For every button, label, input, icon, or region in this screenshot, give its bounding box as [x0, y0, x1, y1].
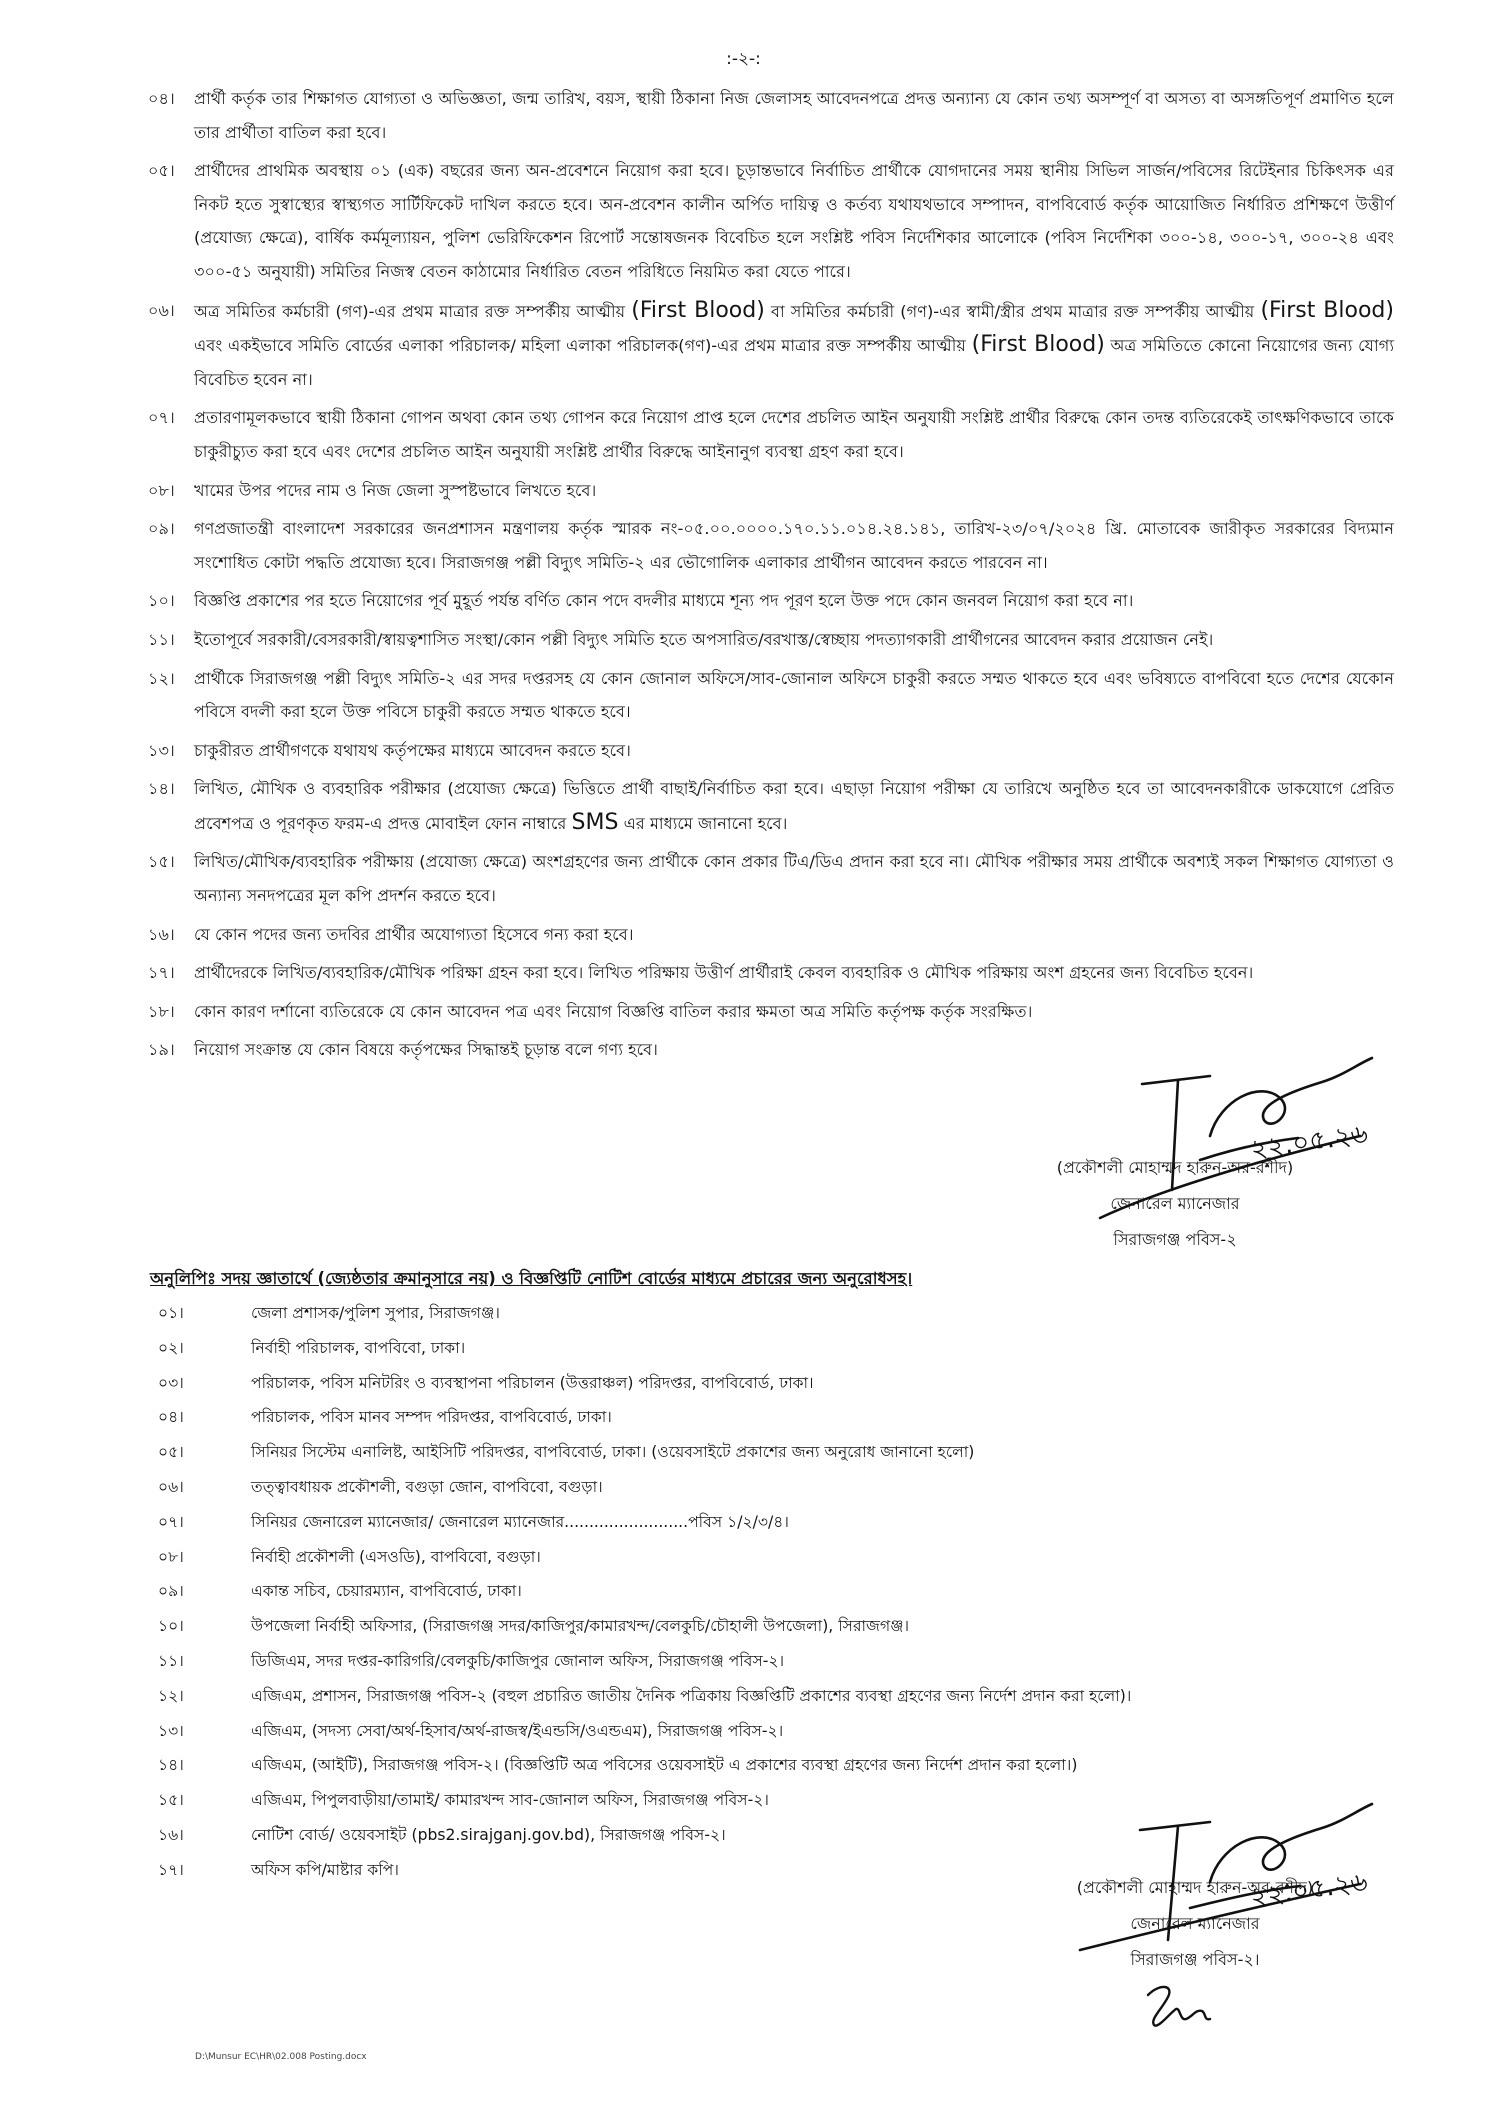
cc-number: ১৬। [158, 1825, 184, 1844]
cc-number: ০৭। [158, 1512, 184, 1531]
cc-item [158, 1331, 1388, 1366]
cc-item [158, 1366, 1388, 1401]
condition-item [148, 474, 1394, 508]
cc-text: উপজেলা নির্বাহী অফিসার, (সিরাজগঞ্জ সদর/কাজিপুর/কামারখন্দ/বেলকুচি/চৌহালী উপজেলা), সিরাজগঞ্জ। [251, 1617, 910, 1636]
condition-item [148, 1033, 1394, 1067]
condition-text: ইতোপূর্বে সরকারী/বেসরকারী/স্বায়ত্বশাসিত সংস্থা/কোন পল্লী বিদ্যুৎ সমিতি হতে অপসারিত/বরখাস্ত/স্বেচ্ছায় পদত্যাগকারী প্রার্থীগনের আবেদন করার প্রয়োজন নেই। [194, 629, 1214, 649]
cc-text: নোটিশ বোর্ড/ ওয়েবসাইট (pbs2.sirajganj.gov.bd), সিরাজগঞ্জ পবিস-২। [251, 1825, 726, 1844]
cc-item [158, 1400, 1388, 1435]
condition-number: ১৬। [148, 924, 175, 944]
cc-text: এজিএম, পিপুলবাড়ীয়া/তামাই/ কামারখন্দ সাব-জোনাল অফিস, সিরাজগঞ্জ পবিস-২। [251, 1791, 769, 1810]
condition-item [148, 734, 1394, 768]
condition-item [148, 512, 1394, 579]
condition-text: প্রার্থীকে সিরাজগঞ্জ পল্লী বিদ্যুৎ সমিতি-২ এর সদর দপ্তরসহ যে কোন জোনাল অফিসে/সাব-জোনাল অফিসে চাকুরী করতে সম্মত থাকতে হবে এবং ভবিষ্যতে বাপবিবো হতে দেশের যেকোন পবিসে বদলী করা হলে উক্ত পবিসে চাকুরী করতে সম্মত থাকতে হবে। [194, 668, 1394, 722]
cc-number: ১৩। [158, 1721, 184, 1740]
cc-text: একান্ত সচিব, চেয়ারম্যান, বাপবিবোর্ড, ঢাকা। [251, 1582, 522, 1601]
cc-text: পরিচালক, পবিস মনিটরিং ও ব্যবস্থাপনা পরিচালন (উত্তরাঞ্চল) পরিদপ্তর, বাপবিবোর্ড, ঢাকা। [251, 1373, 814, 1392]
signatory-name: (প্রকৌশলী মোহাম্মদ হারুন-অর-রশীদ) [1056, 1158, 1294, 1177]
cc-item [158, 1783, 1388, 1818]
cc-item [158, 1644, 1388, 1679]
first-blood-term: (First Blood) [1260, 297, 1394, 323]
condition-item [148, 918, 1394, 952]
condition-number: ১২। [148, 668, 175, 688]
condition-text-part: এবং একইভাবে সমিতি বোর্ডের এলাকা পরিচালক/ মহিলা এলাকা পরিচালক(গণ)-এর প্রথম মাত্রার রক্ত সম্পর্কীয় আত্মীয় [194, 336, 972, 356]
cc-text: অফিস কপি/মাষ্টার কপি। [251, 1860, 399, 1879]
condition-text: প্রার্থীদের প্রাথমিক অবস্থায় ০১ (এক) বছরের জন্য অন-প্রবেশনে নিয়োগ করা হবে। চূড়ান্তভাবে নির্বাচিত প্রার্থীকে যোগদানের সময় স্থানীয় সিভিল সার্জন/পবিসের রিটেইনার চিকিৎসক এর নিকট হতে সুস্বাস্থ্যের স্বাস্থ্যগত সার্টিফিকেট দাখিল করতে হবে। অন-প্রবেশন কালীন অর্পিত দায়িত্ব ও কর্তব্য যথাযথভাবে সম্পাদন, বাপবিবোর্ড কর্তৃক আয়োজিত নির্ধারিত প্রশিক্ষণে উত্তীর্ণ (প্রযোজ্য ক্ষেত্রে), বার্ষিক কর্মমূল্যায়ন, পুলিশ ভেরিফিকেশন রিপোর্ট সন্তোষজনক বিবেচিত হলে সংশ্লিষ্ট পবিস নির্দেশিকার আলোকে (পবিস নির্দেশিকা ৩০০-১৪, ৩০০-১৭, ৩০০-২৪ এবং ৩০০-৫১ অনুযায়ী) সমিতির নিজস্ব বেতন কাঠামোর নির্ধারিত বেতন পরিধিতে নিয়মিত করা যেতে পারে। [194, 161, 1395, 281]
condition-text: যে কোন পদের জন্য তদবির প্রার্থীর অযোগ্যতা হিসেবে গন্য করা হবে। [194, 924, 634, 944]
first-blood-term: (First Blood) [631, 297, 765, 323]
condition-number: ১৯। [148, 1040, 175, 1060]
cc-item [158, 1574, 1388, 1609]
cc-item [158, 1818, 1388, 1853]
cc-number: ০৪। [158, 1408, 184, 1427]
condition-number: ১৪। [148, 779, 175, 799]
condition-number: ১৫। [148, 852, 175, 872]
cc-item [158, 1540, 1388, 1575]
condition-number: ০৭। [148, 408, 175, 428]
condition-text-part: এর মাধ্যমে জানানো হবে। [618, 813, 788, 833]
condition-text-part: লিখিত, মৌখিক ও ব্যবহারিক পরীক্ষার (প্রযোজ্য ক্ষেত্রে) ভিত্তিতে প্রার্থী বাছাই/নির্বাচিত করা হবে। এছাড়া নিয়োগ পরীক্ষা যে তারিখে অনুষ্ঠিত হবে তা আবেদনকারীকে ডাকযোগে প্রেরিত প্রবেশপত্র ও পূরণকৃত ফরম-এ প্রদত্ত মোবাইল ফোন নাম্বারে [194, 779, 1394, 833]
condition-number: ০৪। [148, 89, 175, 108]
file-path: D:\Munsur EC\HR\02.008 Posting.docx [195, 2052, 367, 2062]
cc-text: এজিএম, (আইটি), সিরাজগঞ্জ পবিস-২। (বিজ্ঞপ্তিটি অত্র পবিসের ওয়েবসাইট এ প্রকাশের ব্যবস্থা গ্রহণের জন্য নির্দেশ প্রদান করা হলো।) [251, 1756, 1078, 1775]
condition-text [194, 772, 1394, 840]
condition-item [148, 662, 1394, 729]
cc-text: তত্ত্বাবধায়ক প্রকৌশলী, বগুড়া জোন, বাপবিবো, বগুড়া। [251, 1477, 603, 1496]
condition-text: কোন কারণ দর্শানো ব্যতিরেকে যে কোন আবেদন পত্র এবং নিয়োগ বিজ্ঞপ্তি বাতিল করার ক্ষমতা অত্র সমিতি কর্তৃপক্ষ কর্তৃক সংরক্ষিত। [194, 1001, 1033, 1021]
condition-text: চাকুরীরত প্রার্থীগণকে যথাযথ কর্তৃপক্ষের মাধ্যমে আবেদন করতে হবে। [194, 740, 631, 760]
cc-number: ১০। [158, 1617, 184, 1636]
cc-text: নির্বাহী পরিচালক, বাপবিবো, ঢাকা। [251, 1338, 466, 1357]
page-number: :-২-: [726, 49, 761, 69]
condition-item [148, 154, 1394, 288]
condition-number: ১০। [148, 591, 175, 611]
condition-item [148, 845, 1394, 912]
signature-block-1 [1010, 1150, 1340, 1258]
signatory-designation: জেনারেল ম্যানেজার [1110, 1194, 1240, 1213]
cc-number: ০৩। [158, 1373, 184, 1392]
condition-number: ০৬। [148, 300, 175, 320]
condition-number: ১১। [148, 629, 175, 649]
condition-item [148, 956, 1394, 990]
cc-text: নির্বাহী প্রকৌশলী (এসওডি), বাপবিবো, বগুড়া। [251, 1547, 541, 1566]
cc-text: সিনিয়র জেনারেল ম্যানেজার/ জেনারেল ম্যানেজার.........................পবিস ১/২/৩/৪। [251, 1512, 789, 1531]
condition-item [148, 995, 1394, 1029]
condition-text: প্রার্থী কর্তৃক তার শিক্ষাগত যোগ্যতা ও অভিজ্ঞতা, জন্ম তারিখ, বয়স, স্থায়ী ঠিকানা নিজ জেলাসহ আবেদনপত্রে প্রদত্ত অন্যান্য যে কোন তথ্য অসম্পূর্ণ বা অসত্য বা অসঙ্গতিপূর্ণ প্রমাণিত হলে তার প্রার্থীতা বাতিল করা হবে। [194, 89, 1394, 142]
condition-number: ১৭। [148, 963, 175, 983]
initials-scribble [1140, 1975, 1220, 2035]
condition-item [148, 623, 1394, 657]
cc-number: ০২। [158, 1338, 184, 1357]
cc-item [158, 1609, 1388, 1644]
cc-number: ০১। [158, 1304, 184, 1322]
cc-number: ০৯। [158, 1582, 184, 1601]
cc-number: ০৮। [158, 1547, 184, 1566]
cc-text: জেলা প্রশাসক/পুলিশ সুপার, সিরাজগঞ্জ। [251, 1304, 500, 1322]
cc-text: সিনিয়র সিস্টেম এনালিষ্ট, আইসিটি পরিদপ্তর, বাপবিবোর্ড, ঢাকা। (ওয়েবসাইটে প্রকাশের জন্য অনুরোধ জানানো হলো) [251, 1443, 975, 1462]
condition-text-part: অত্র সমিতির কর্মচারী (গণ)-এর প্রথম মাত্রার রক্ত সম্পর্কীয় আত্মীয় [194, 301, 632, 321]
condition-item [148, 584, 1394, 618]
condition-item [148, 294, 1394, 397]
cc-item [158, 1470, 1388, 1505]
condition-text [194, 294, 1394, 397]
cc-text: এজিএম, প্রশাসন, সিরাজগঞ্জ পবিস-২ (বহুল প্রচারিত জাতীয় দৈনিক পত্রিকায় বিজ্ঞপ্তিটি প্রকাশের ব্যবস্থা গ্রহণের জন্য নির্দেশ প্রদান করা হলো)। [251, 1686, 1132, 1705]
condition-text: প্রতারণামূলকভাবে স্থায়ী ঠিকানা গোপন অথবা কোন তথ্য গোপন করে নিয়োগ প্রাপ্ত হলে দেশের প্রচলিত আইন অনুযায়ী সংশ্লিষ্ট প্রার্থীর বিরুদ্ধে কোন তদন্ত ব্যতিরেকেই তাৎক্ষণিকভাবে তাকে চাকুরীচ্যুত করা হবে এবং দেশের প্রচলিত আইন অনুযায়ী সংশ্লিষ্ট প্রার্থীর বিরুদ্ধে আইনানুগ ব্যবস্থা গ্রহণ করা হবে। [194, 408, 1394, 461]
signatory-name: (প্রকৌশলী মোহাম্মদ হারুন-অর-রশীদ) [1076, 1878, 1314, 1897]
conditions-list [148, 82, 1394, 1072]
signature-1-date: ২২.০৫.২৬ [1248, 1119, 1370, 1166]
cc-title: অনুলিপিঃ সদয় জ্ঞাতার্থে (জ্যেষ্ঠতার ক্রমানুসারে নয়) ও বিজ্ঞপ্তিটি নোটিশ বোর্ডের মাধ্যমে প্রচারের জন্য অনুরোধসহ। [150, 1269, 913, 1288]
condition-number: ১৩। [148, 740, 175, 760]
cc-number: ১৭। [158, 1860, 184, 1879]
condition-text-part: অত্র সমিতিতে কোনো নিয়োগের জন্য যোগ্য বিবেচিত হবেন না। [194, 336, 1395, 389]
condition-text: গণপ্রজাতন্ত্রী বাংলাদেশ সরকারের জনপ্রশাসন মন্ত্রণালয় কর্তৃক স্মারক নং-০৫.০০.০০০০.১৭০.১১.০১৪.২৪.১৪১, তারিখ-২৩/০৭/২০২৪ খ্রি. মোতাবেক জারীকৃত সরকারের বিদ্যমান সংশোধিত কোটা পদ্ধতি প্রযোজ্য হবে। সিরাজগঞ্জ পল্লী বিদ্যুৎ সমিতি-২ এর ভৌগোলিক এলাকার প্রার্থীগন আবেদন করতে পারবেন না। [194, 519, 1394, 572]
cc-item [158, 1505, 1388, 1540]
condition-text-part: বা সমিতির কর্মচারী (গণ)-এর স্বামী/স্ত্রীর প্রথম মাত্রার রক্ত সম্পর্কীয় আত্মীয় [764, 301, 1261, 321]
cc-item [158, 1748, 1388, 1783]
cc-number: ১৪। [158, 1756, 184, 1775]
first-blood-term: (First Blood) [971, 332, 1105, 358]
signature-block-2 [1030, 1870, 1360, 1978]
condition-text: বিজ্ঞপ্তি প্রকাশের পর হতে নিয়োগের পূর্ব মুহূর্ত পর্যন্ত বর্ণিত কোন পদে বদলীর মাধ্যমে শূন্য পদ পূরণ হলে উক্ত পদে কোন জনবল নিয়োগ করা হবে না। [194, 591, 1134, 611]
cc-number: ১১। [158, 1651, 184, 1670]
condition-text: প্রার্থীদেরকে লিখিত/ব্যবহারিক/মৌখিক পরিক্ষা গ্রহন করা হবে। লিখিত পরিক্ষায় উত্তীর্ণ প্রার্থীরাই কেবল ব্যবহারিক ও মৌখিক পরিক্ষায় অংশ গ্রহনের জন্য বিবেচিত হবেন। [194, 963, 1254, 983]
signatory-office: সিরাজগঞ্জ পবিস-২। [1130, 1950, 1260, 1969]
condition-item [148, 772, 1394, 840]
signatory-office: সিরাজগঞ্জ পবিস-২ [1113, 1230, 1237, 1249]
sms-term: SMS [571, 809, 619, 835]
cc-item [158, 1679, 1388, 1714]
condition-number: ০৮। [148, 480, 175, 500]
condition-number: ০৫। [148, 161, 175, 181]
condition-text: খামের উপর পদের নাম ও নিজ জেলা সুস্পষ্টভাবে লিখতে হবে। [194, 480, 597, 500]
cc-number: ০৬। [158, 1477, 184, 1496]
condition-number: ১৮। [148, 1001, 175, 1021]
cc-text: এজিএম, (সদস্য সেবা/অর্থ-হিসাব/অর্থ-রাজস্ব/ইএন্ডসি/ওএন্ডএম), সিরাজগঞ্জ পবিস-২। [251, 1721, 784, 1740]
cc-list [158, 1296, 1388, 1888]
cc-item [158, 1296, 1388, 1331]
condition-item [148, 82, 1394, 149]
cc-number: ১২। [158, 1686, 184, 1705]
signatory-designation: জেনারেল ম্যানেজার [1130, 1914, 1260, 1933]
cc-text: ডিজিএম, সদর দপ্তর-কারিগরি/বেলকুচি/কাজিপুর জোনাল অফিস, সিরাজগঞ্জ পবিস-২। [251, 1651, 785, 1670]
cc-item [158, 1435, 1388, 1470]
cc-number: ১৫। [158, 1791, 184, 1810]
cc-number: ০৫। [158, 1443, 184, 1462]
condition-text: নিয়োগ সংক্রান্ত যে কোন বিষয়ে কর্তৃপক্ষের সিদ্ধান্তই চূড়ান্ত বলে গণ্য হবে। [194, 1040, 658, 1060]
condition-number: ০৯। [148, 519, 175, 539]
cc-text: পরিচালক, পবিস মানব সম্পদ পরিদপ্তর, বাপবিবোর্ড, ঢাকা। [251, 1408, 612, 1427]
condition-text: লিখিত/মৌখিক/ব্যবহারিক পরীক্ষায় (প্রযোজ্য ক্ষেত্রে) অংশগ্রহণের জন্য প্রার্থীকে কোন প্রকার টিএ/ডিএ প্রদান করা হবে না। মৌখিক পরীক্ষার সময় প্রার্থীকে অবশ্যই সকল শিক্ষাগত যোগ্যতা ও অন্যান্য সনদপত্রের মূল কপি প্রদর্শন করতে হবে। [194, 852, 1394, 906]
signature-2-date: ২২.০৫.২৬ [1248, 1867, 1370, 1914]
condition-item [148, 401, 1394, 468]
cc-item [158, 1714, 1388, 1749]
